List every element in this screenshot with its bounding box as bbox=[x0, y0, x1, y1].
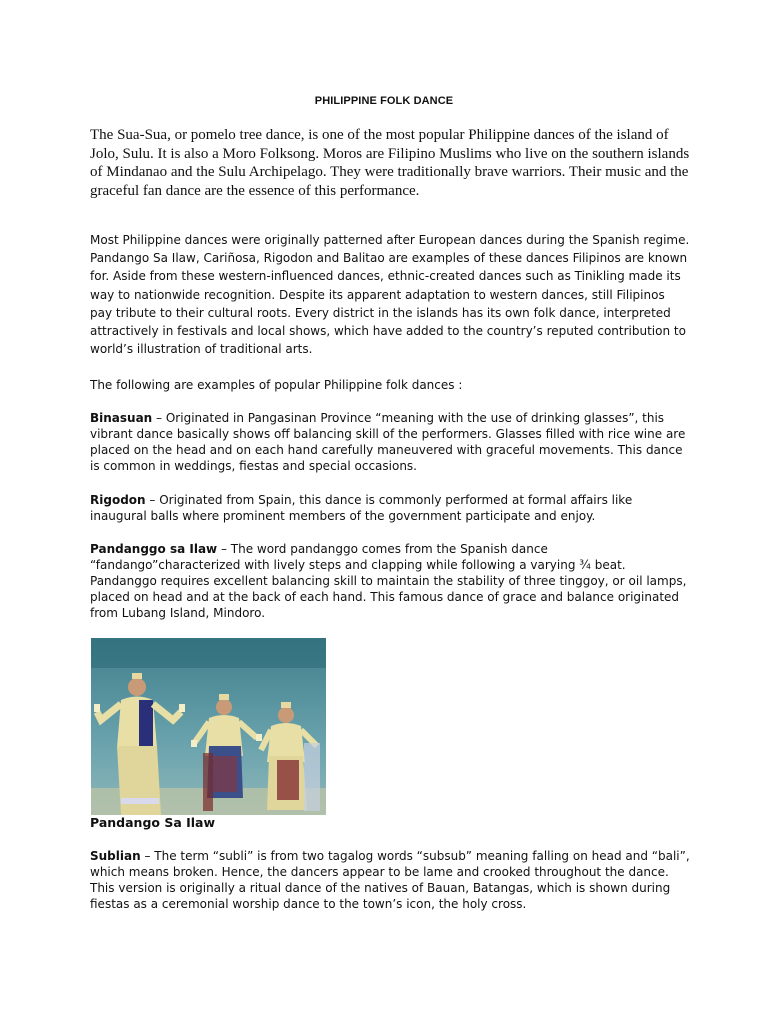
dance-description: – The term “subli” is from two tagalog words “subsub” meaning falling on head and “bali”, which means broken. Hence, the dancers appear to be lame and crooked throughout the dance. This version is originally a ritual dance of the natives of Bauan, Batangas, which is shown during fiestas as a ceremonial worship dance to the town’s icon, the holy cross. bbox=[90, 849, 690, 911]
dancers-illustration bbox=[91, 638, 326, 815]
photo-caption: Pandango Sa Ilaw bbox=[90, 815, 216, 830]
intro-paragraph: The Sua-Sua, or pomelo tree dance, is one of the most popular Philippine dances of the island of Jolo, Sulu. It is also a Moro Folksong. Moros are Filipino Muslims who live on the southern islands of Mindanao and the Sulu Archipelago. They were traditionally brave warriors. Their music and the graceful fan dance are the essence of this performance. bbox=[90, 127, 690, 199]
dancers-photo bbox=[91, 638, 326, 815]
dance-description: – Originated in Pangasinan Province “meaning with the use of drinking glasses”, this vibrant dance basically shows off balancing skill of the performers. Glasses filled with rice wine are placed on the head and on each hand carefully maneuvered with graceful movements. This dance is common in weddings, fiestas and special occasions. bbox=[90, 411, 686, 473]
dance-entry-binasuan bbox=[90, 410, 690, 474]
dance-name: Pandanggo sa Ilaw bbox=[90, 542, 218, 556]
dance-description: – The word pandanggo comes from the Spanish dance “fandango”characterized with lively steps and clapping while following a varying ¾ beat. Pandanggo requires excellent balancing skill to maintain the stability of three tinggoy, or oil lamps, placed on head and at the back of each hand. This famous dance of grace and balance originated from Lubang Island, Mindoro. bbox=[90, 542, 687, 620]
dance-entry-rigodon bbox=[90, 492, 690, 524]
history-paragraph: Most Philippine dances were originally patterned after European dances during the Spanish regime. Pandango Sa Ilaw, Cariñosa, Rigodon and Balitao are examples of these dances Filipinos are known for. Aside from these western-influenced dances, ethnic-created dances such as Tinikling made its way to nationwide recognition. Despite its apparent adaptation to western dances, still Filipinos pay tribute to their cultural roots. Every district in the islands has its own folk dance, interpreted attractively in festivals and local shows, which have added to the country’s reputed contribution to world’s illustration of traditional arts. bbox=[90, 233, 690, 357]
page-title: PHILIPPINE FOLK DANCE bbox=[314, 95, 454, 107]
examples-intro: The following are examples of popular Philippine folk dances : bbox=[90, 378, 463, 392]
dance-description: – Originated from Spain, this dance is commonly performed at formal affairs like inaugural balls where prominent members of the government participate and enjoy. bbox=[90, 493, 633, 523]
dance-entry-sublian bbox=[90, 848, 690, 912]
dance-name: Sublian bbox=[90, 849, 141, 863]
dance-name: Rigodon bbox=[90, 493, 146, 507]
dance-entry-pandanggo bbox=[90, 541, 690, 621]
dance-name: Binasuan bbox=[90, 411, 153, 425]
